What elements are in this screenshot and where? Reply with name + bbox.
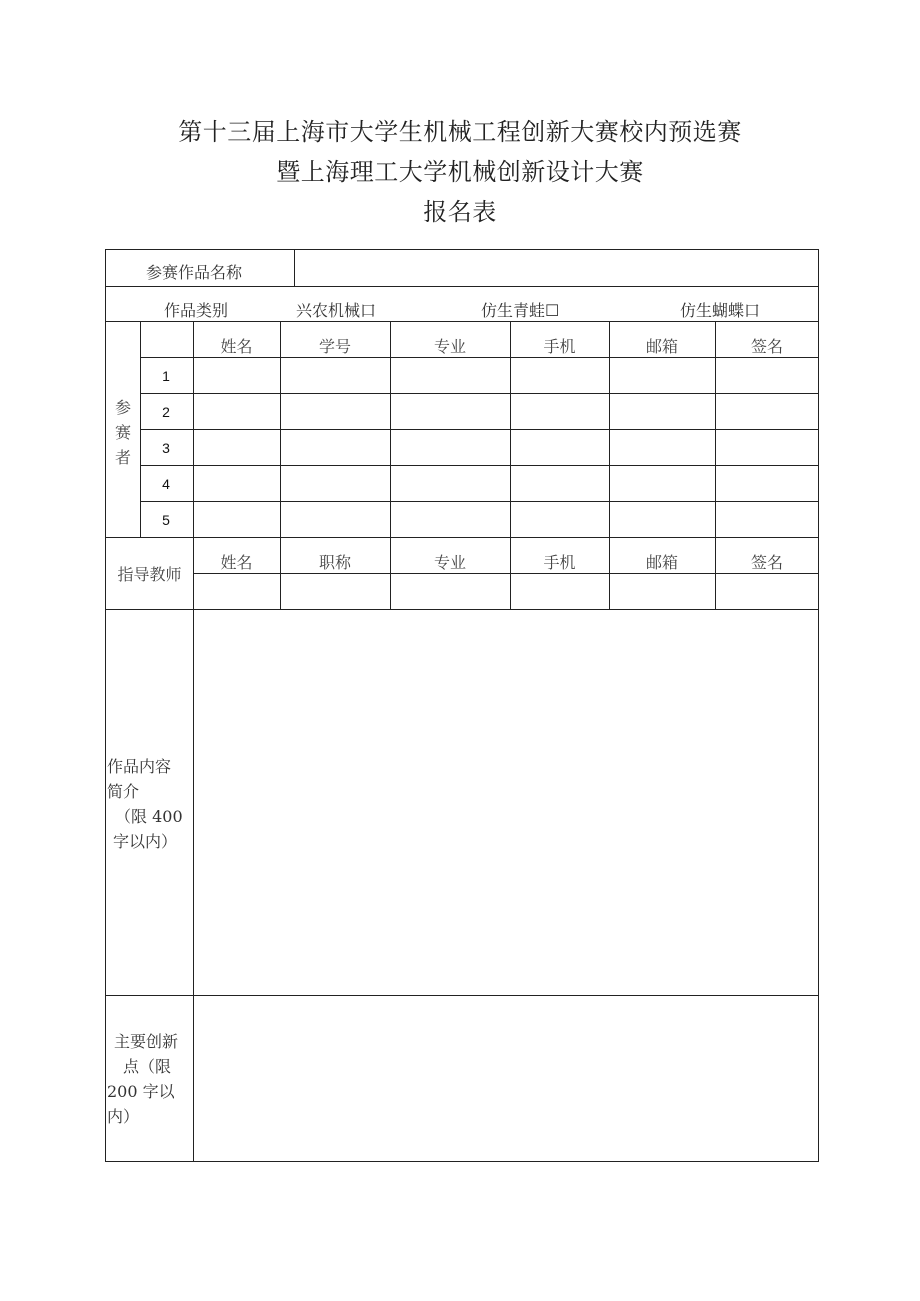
form-title-line-2: 暨上海理工大学机械创新设计大赛: [276, 158, 644, 186]
form-title-line-1: 第十三届上海市大学生机械工程创新大赛校内预选赛: [178, 118, 742, 146]
description-label: 作品内容 简介 （限 400 字以内）: [107, 757, 183, 851]
category-label: 作品类别: [164, 301, 229, 320]
innovation-field[interactable]: [194, 996, 818, 1161]
participant-header-email: 邮箱: [645, 336, 678, 356]
participant-header-student-id: 学号: [318, 336, 351, 356]
category-option-xingnong[interactable]: 兴农机械口: [296, 301, 377, 320]
participant-row-number: 2: [162, 404, 170, 420]
participant-row-number: 1: [162, 368, 170, 384]
advisor-header-name: 姓名: [220, 552, 253, 572]
description-field[interactable]: [194, 610, 818, 995]
innovation-label: 主要创新 点（限 200 字以 内）: [107, 1032, 179, 1126]
advisor-header-title: 职称: [318, 552, 351, 572]
advisor-header-signature: 签名: [750, 552, 783, 572]
participant-header-major: 专业: [433, 336, 466, 356]
advisor-header-phone: 手机: [543, 552, 576, 572]
entry-name-label: 参赛作品名称: [146, 263, 243, 282]
advisor-header-email: 邮箱: [645, 552, 678, 572]
participant-row-number: 4: [162, 476, 170, 492]
advisor-header-major: 专业: [433, 552, 466, 572]
category-option-bionic-butterfly[interactable]: 仿生蝴蝶口: [680, 301, 761, 320]
participant-header-signature: 签名: [750, 336, 783, 356]
participants-label: 参 赛 者: [114, 398, 131, 467]
participant-header-name: 姓名: [220, 336, 253, 356]
form-title-line-3: 报名表: [423, 198, 497, 226]
entry-name-field[interactable]: [295, 250, 818, 286]
participant-row-number: 3: [162, 440, 170, 456]
participant-row-number: 5: [162, 512, 170, 528]
category-option-bionic-frog[interactable]: 仿生青蛙☐: [481, 301, 560, 320]
advisor-label: 指导教师: [117, 564, 182, 584]
participant-header-phone: 手机: [543, 336, 576, 356]
